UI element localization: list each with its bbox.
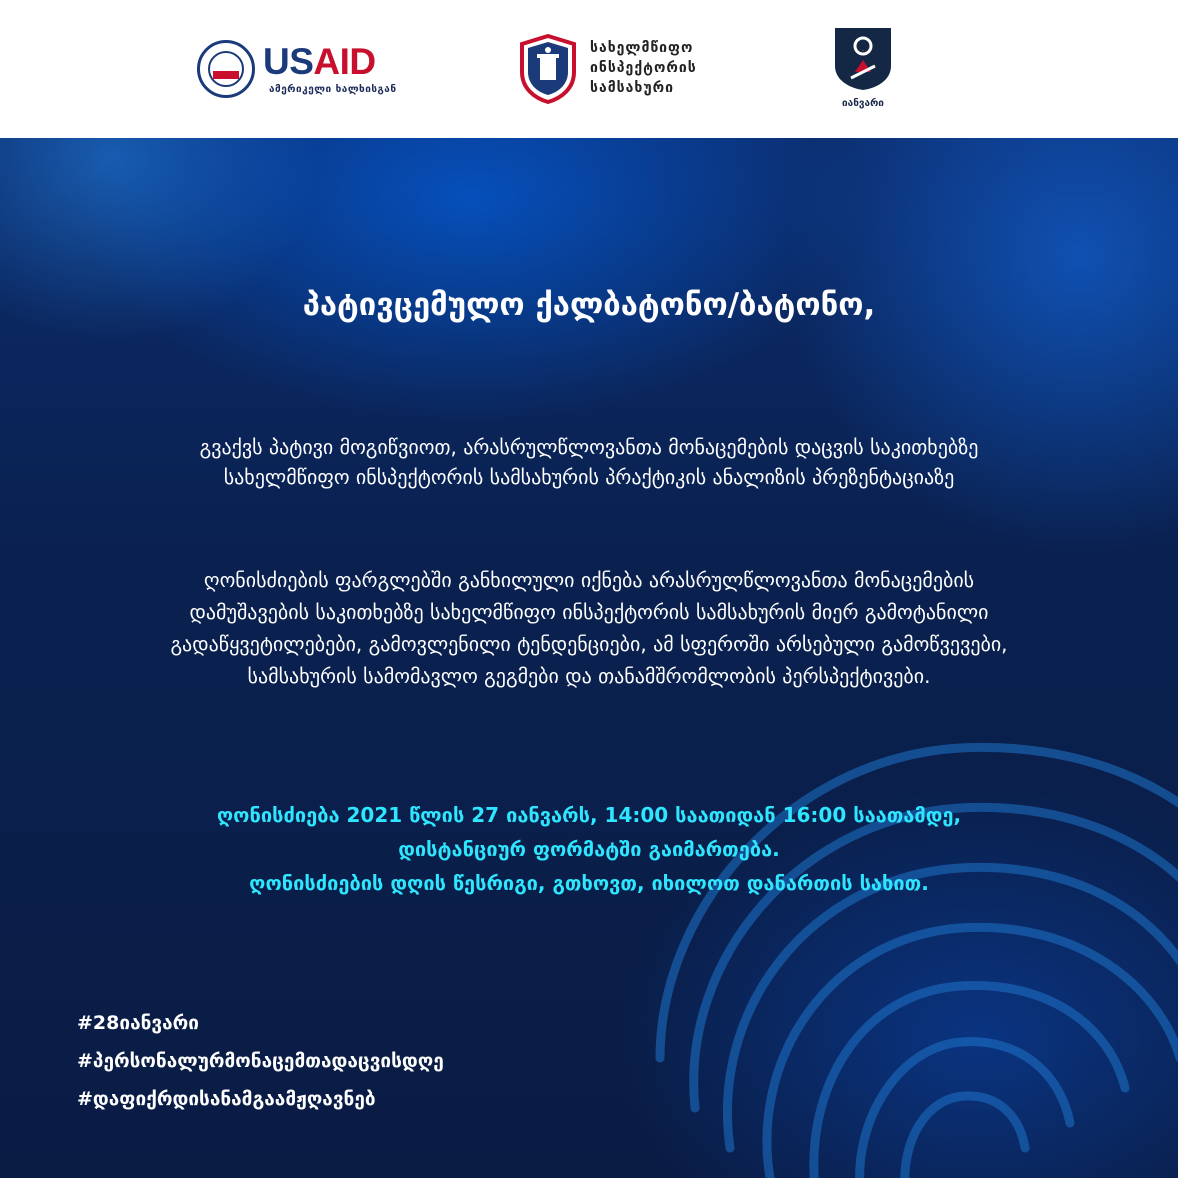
usaid-seal-icon [197, 40, 255, 98]
inspector-name-line: სამსახური [590, 80, 675, 96]
event-description [40, 564, 1138, 692]
usaid-subtitle: ამერიკელი ხალხისგან [269, 84, 397, 95]
description-line: დამუშავების საკითხებზე სახელმწიფო ინსპექტორის სამსახურის მიერ გამოტანილი [189, 600, 989, 624]
hashtag: #პერსონალურმონაცემთადაცვისდღე [77, 1050, 444, 1072]
day-number: 28 [862, 51, 864, 52]
inspector-name [590, 38, 697, 98]
event-line: ღონისძიების დღის წესრიგი, გთხოვთ, იხილოთ დანართის სახით. [249, 871, 929, 895]
description-line: გადაწყვეტილებები, გამოვლენილი ტენდენციები, ამ სფეროში არსებული გამოწვევები, [170, 632, 1008, 656]
usaid-logo [197, 40, 407, 106]
state-inspector-logo [518, 34, 738, 106]
day-logo-caption: იანვარი [842, 98, 884, 109]
hashtag: #დაფიქრდისანამგაამჟღავნებ [77, 1088, 376, 1110]
invitation-intro [60, 432, 1118, 492]
inspector-name-line: სახელმწიფო [590, 40, 694, 56]
usaid-wordmark-aid: AID [313, 41, 376, 82]
hero-background [0, 138, 1178, 1178]
description-line: ღონისძიების ფარგლებში განხილული იქნება არასრულწლოვანთა მონაცემების [203, 568, 975, 592]
usaid-wordmark-us: US [263, 41, 314, 82]
intro-line: გვაქვს პატივი მოგიწვიოთ, არასრულწლოვანთა მონაცემების დაცვის საკითხებზე [199, 435, 979, 459]
event-details [60, 798, 1118, 900]
hashtag: #28იანვარი [77, 1012, 199, 1034]
event-line: ღონისძიება 2021 წლის 27 იანვარს, 14:00 საათიდან 16:00 საათამდე, [216, 803, 962, 827]
fingerprint-icon [600, 728, 1178, 1178]
usaid-wordmark [263, 42, 376, 82]
hashtag-list [77, 1004, 444, 1118]
event-line: დისტანციურ ფორმატში გაიმართება. [398, 837, 780, 861]
greeting-heading: პატივცემულო ქალბატონო/ბატონო, [302, 287, 876, 323]
inspector-shield-icon [518, 34, 578, 104]
intro-line: სახელმწიფო ინსპექტორის სამსახურის პრაქტიკის ანალიზის პრეზენტაციაზე [223, 465, 955, 489]
description-line: სამსახურის სამომავლო გეგმები და თანამშრომლობის პერსპექტივები. [247, 664, 931, 688]
data-protection-day-logo [830, 26, 896, 118]
day-shield-icon [833, 26, 893, 92]
logo-header [0, 0, 1178, 138]
inspector-name-line: ინსპექტორის [590, 60, 697, 76]
